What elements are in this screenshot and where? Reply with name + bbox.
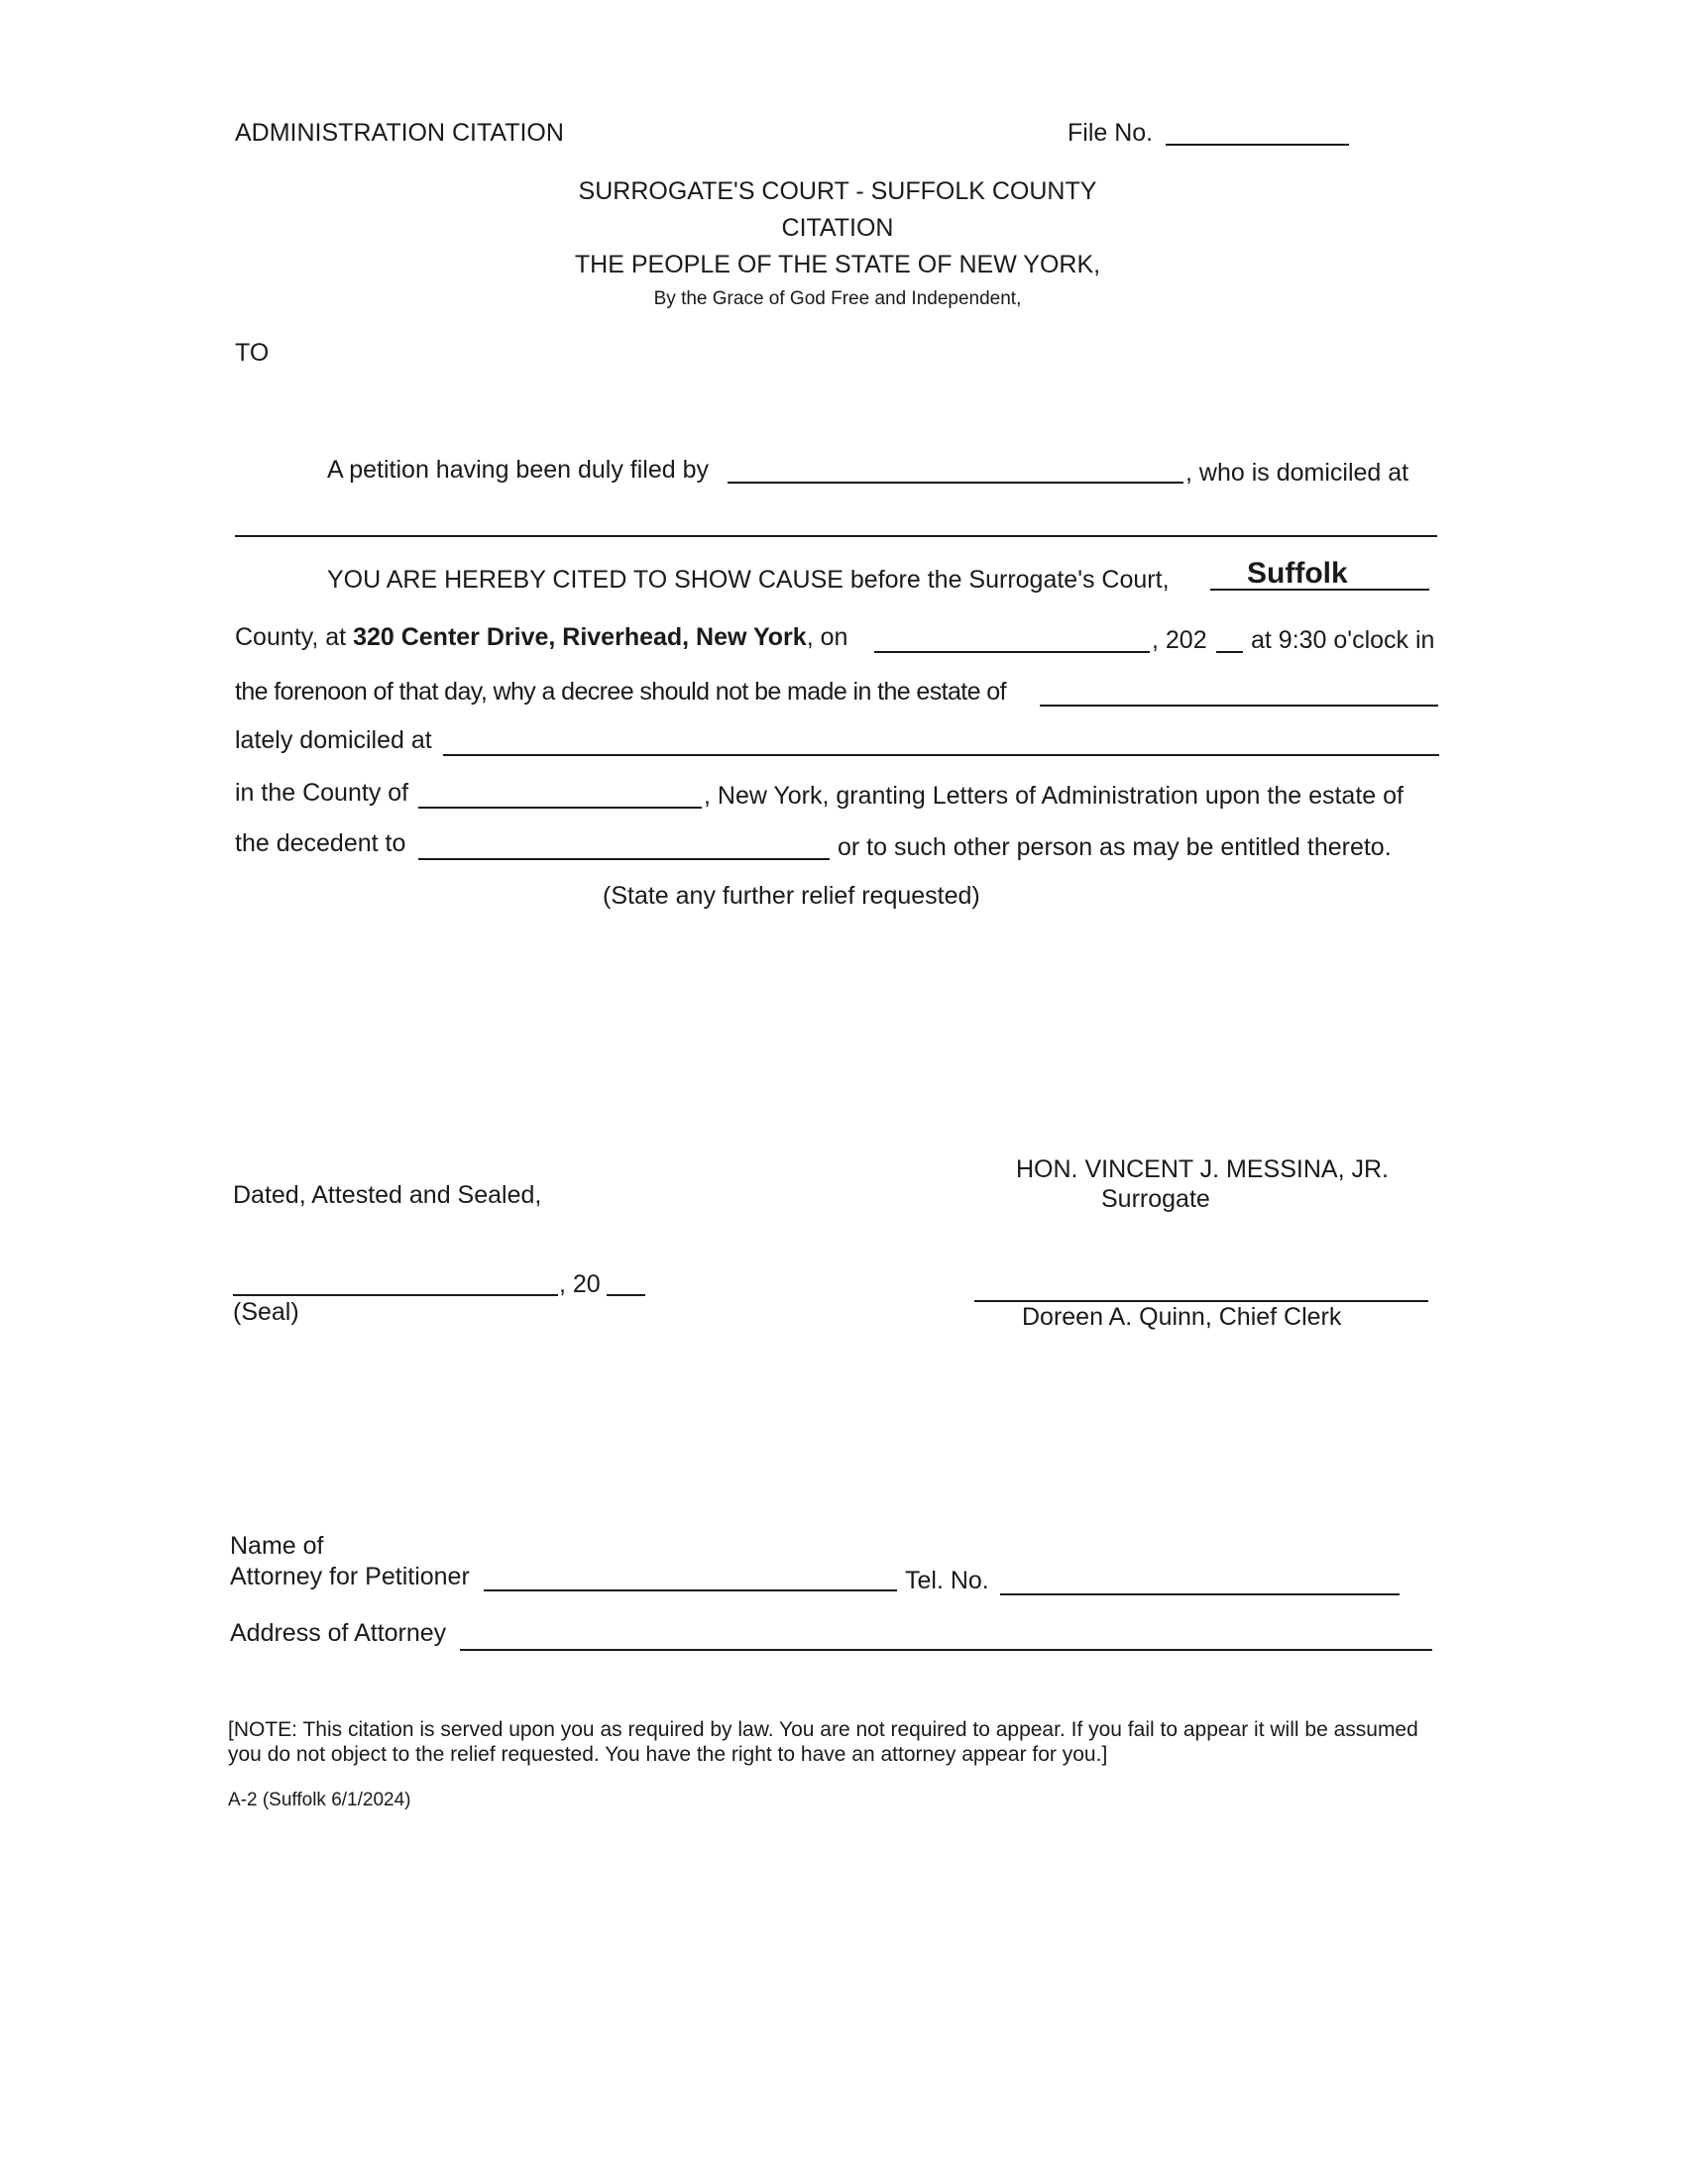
on-label: , on — [806, 623, 848, 651]
attorney-address-label: Address of Attorney — [230, 1619, 447, 1647]
estate-of-field[interactable] — [1040, 705, 1438, 707]
hearing-year-field[interactable] — [1216, 651, 1243, 653]
other-person-text: or to such other person as may be entitled thereto. — [838, 833, 1392, 861]
attorney-address-field[interactable] — [460, 1649, 1432, 1651]
hearing-date-field[interactable] — [874, 651, 1150, 653]
form-title: ADMINISTRATION CITATION — [235, 119, 564, 147]
hearing-year-prefix: , 202 — [1152, 626, 1207, 654]
judge-name: HON. VINCENT J. MESSINA, JR. — [1016, 1155, 1389, 1183]
petition-suffix: , who is domiciled at — [1185, 459, 1409, 487]
petition-prefix: A petition having been duly filed by — [327, 456, 709, 484]
petitioner-domicile-field[interactable] — [235, 535, 1437, 537]
county-at-line — [235, 622, 847, 652]
granting-text: , New York, granting Letters of Administration upon the estate of — [704, 782, 1404, 810]
file-no-field[interactable] — [1166, 144, 1349, 146]
file-no-label: File No. — [1068, 119, 1154, 147]
county-at-label: County, at — [235, 623, 347, 651]
cited-text: YOU ARE HEREBY CITED TO SHOW CAUSE before the Surrogate's Court, — [327, 566, 1170, 594]
people-line: THE PEOPLE OF THE STATE OF NEW YORK, — [574, 251, 1101, 278]
name-of-label: Name of — [230, 1532, 324, 1560]
attorney-name-field[interactable] — [484, 1589, 897, 1591]
court-name: SURROGATE'S COURT - SUFFOLK COUNTY — [578, 177, 1097, 205]
doc-type: CITATION — [781, 214, 894, 242]
petitioner-name-field[interactable] — [728, 482, 1183, 484]
to-label: TO — [235, 339, 270, 367]
decedent-to-label: the decedent to — [235, 829, 406, 857]
seal-label: (Seal) — [233, 1298, 299, 1326]
further-relief: (State any further relief requested) — [603, 882, 980, 910]
decedent-to-field[interactable] — [418, 858, 830, 860]
forenoon-text: the forenoon of that day, why a decree should not be made in the estate of — [235, 678, 1006, 706]
footer-note: [NOTE: This citation is served upon you as required by law. You are not required to appear. If you fail to appear it will be assumed you do not object to the relief requested. You have the right to have an attorney appear for you.] — [228, 1718, 1418, 1766]
county-name: Suffolk — [1210, 559, 1429, 591]
tel-label: Tel. No. — [905, 1567, 989, 1594]
lately-domiciled-label: lately domiciled at — [235, 726, 432, 754]
dated-date-field[interactable] — [233, 1294, 558, 1296]
hearing-time: at 9:30 o'clock in — [1251, 626, 1435, 654]
county-name-field[interactable] — [1210, 559, 1429, 591]
dated-label: Dated, Attested and Sealed, — [233, 1181, 542, 1209]
court-address: 320 Center Drive, Riverhead, New York — [353, 623, 807, 651]
tel-field[interactable] — [1000, 1593, 1400, 1595]
judge-title: Surrogate — [1101, 1185, 1210, 1213]
lately-domiciled-field[interactable] — [443, 754, 1439, 756]
county-of-label: in the County of — [235, 779, 409, 807]
dated-year-prefix: , 20 — [559, 1270, 601, 1298]
county-of-field[interactable] — [418, 807, 702, 809]
grace-line: By the Grace of God Free and Independent, — [653, 288, 1022, 309]
dated-year-field[interactable] — [607, 1294, 645, 1296]
attorney-for-label: Attorney for Petitioner — [230, 1563, 470, 1590]
clerk-name: Doreen A. Quinn, Chief Clerk — [1022, 1303, 1342, 1331]
form-id: A-2 (Suffolk 6/1/2024) — [228, 1790, 411, 1810]
